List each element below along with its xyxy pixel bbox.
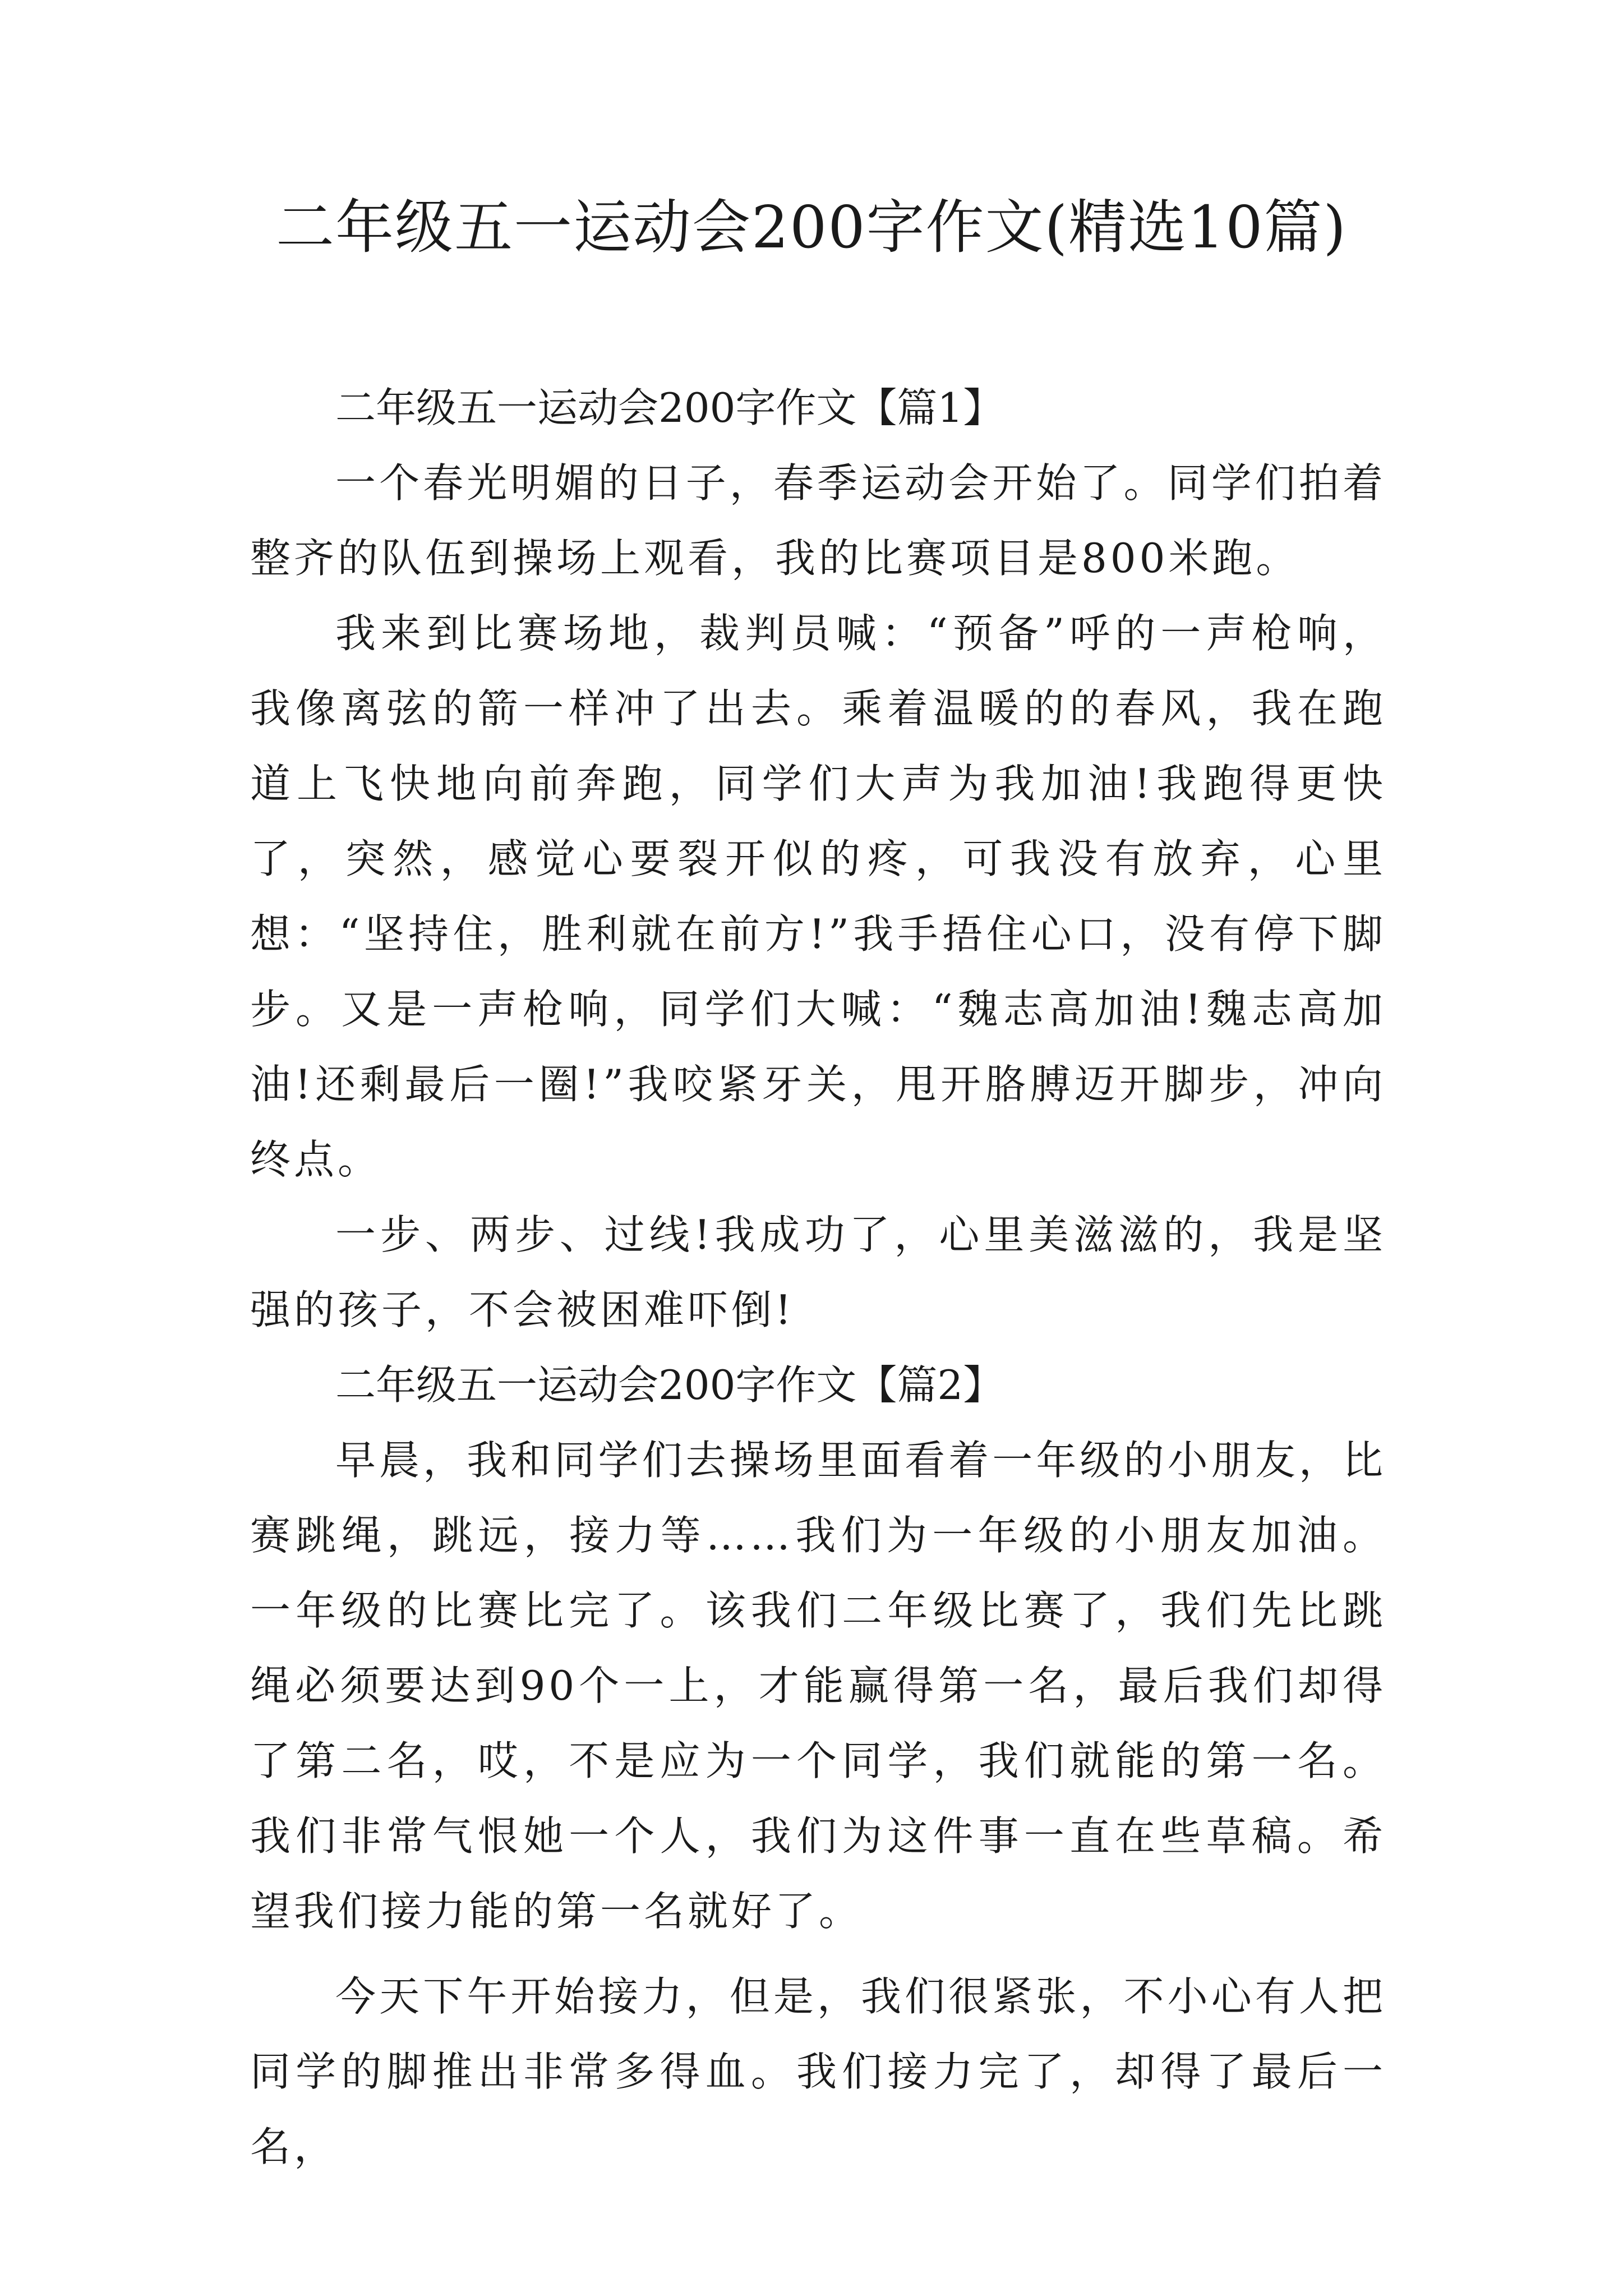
document-title: 二年级五一运动会200字作文(精选10篇) bbox=[276, 193, 1347, 261]
paragraph: 今天下午开始接力，但是，我们很紧张，不小心有人把同学的脚推出非常多得血。我们接力完了，却得了最后一名， bbox=[250, 1973, 1386, 2170]
document-body bbox=[250, 370, 1386, 2184]
paragraph: 我来到比赛场地，裁判员喊：“预备”呼的一声枪响，我像离弦的箭一样冲了出去。乘着温暖的的春风，我在跑道上飞快地向前奔跑，同学们大声为我加油!我跑得更快了，突然，感觉心要裂开似的疼，可我没有放弃，心里想：“坚持住，胜利就在前方!”我手捂住心口，没有停下脚步。又是一声枪响，同学们大喊：“魏志高加油!魏志高加油!还剩最后一圈!”我咬紧牙关，甩开胳膊迈开脚步，冲向终点。 bbox=[250, 610, 1386, 1183]
section-heading: 二年级五一运动会200字作文【篇1】 bbox=[335, 384, 1004, 431]
paragraph: 一个春光明媚的日子，春季运动会开始了。同学们拍着整齐的队伍到操场上观看，我的比赛项目是800米跑。 bbox=[250, 459, 1386, 582]
paragraph: 早晨，我和同学们去操场里面看着一年级的小朋友，比赛跳绳，跳远，接力等……我们为一年级的小朋友加油。一年级的比赛比完了。该我们二年级比赛了，我们先比跳绳必须要达到90个一上，才能赢得第一名，最后我们却得了第二名，哎，不是应为一个同学，我们就能的第一名。我们非常气恨她一个人，我们为这件事一直在些草稿。希望我们接力能的第一名就好了。 bbox=[250, 1437, 1386, 1935]
essay-section-2 bbox=[250, 1347, 1386, 2184]
section-heading: 二年级五一运动会200字作文【篇2】 bbox=[335, 1361, 1004, 1409]
paragraph: 一步、两步、过线!我成功了，心里美滋滋的，我是坚强的孩子，不会被困难吓倒! bbox=[250, 1211, 1386, 1333]
essay-section-1 bbox=[250, 370, 1386, 1347]
